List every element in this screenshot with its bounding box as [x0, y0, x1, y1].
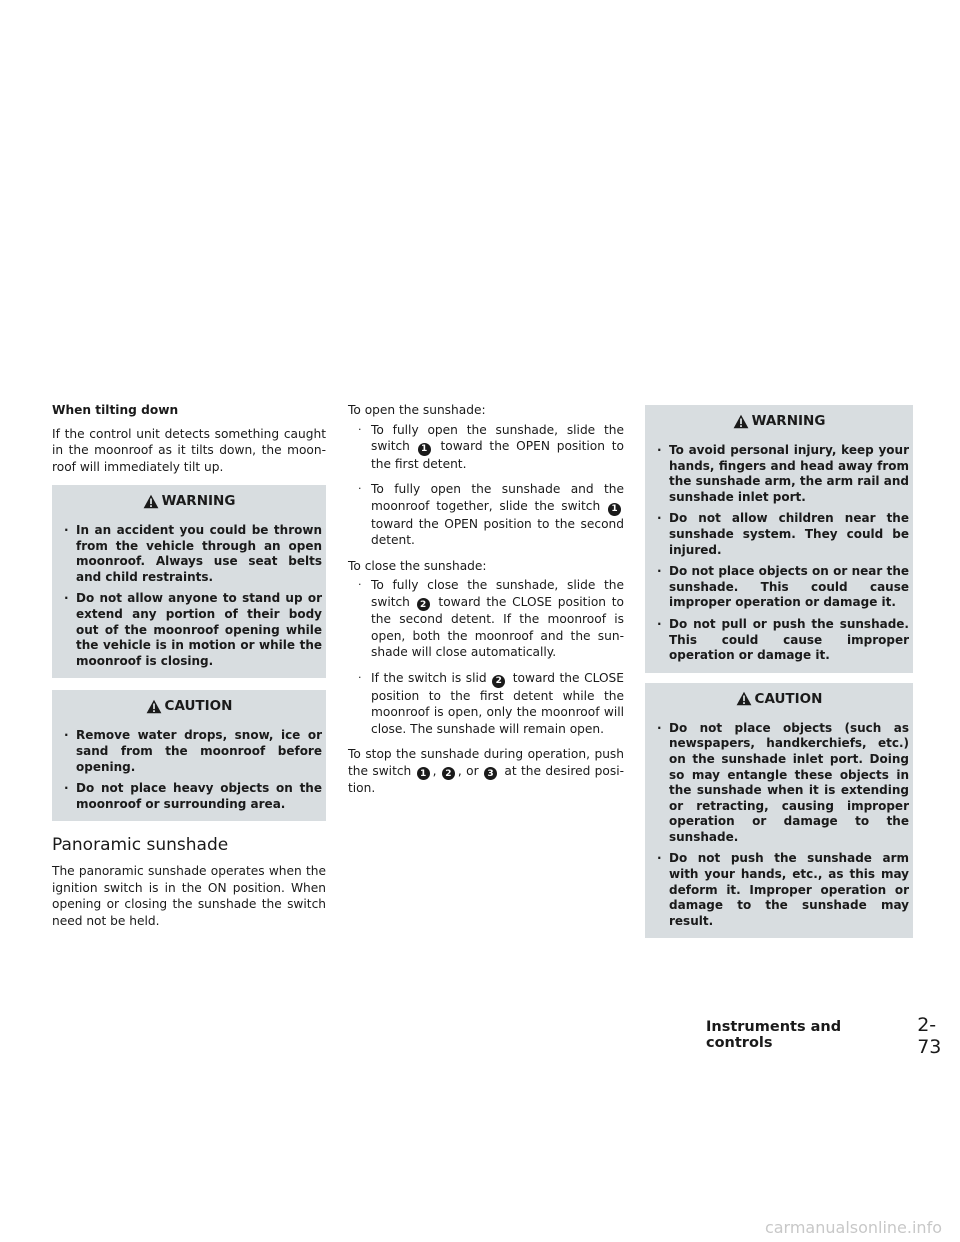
- warning-triangle-icon: [733, 414, 749, 429]
- paragraph-stop-sunshade: To stop the sunshade during operation, push the switch 1 , 2 , or 3 at the desired position.: [348, 747, 625, 796]
- paragraph-tilting-down: If the control unit detects something caught in the moonroof as it tilts down, the moonroof will immediately tilt up.: [52, 426, 326, 474]
- switch-number-badge: 1: [608, 503, 621, 516]
- heading-close-sunshade: To close the sunshade:: [348, 558, 487, 573]
- page-footer: [706, 1014, 960, 1058]
- watermark: carmanualsonline.info: [764, 1218, 942, 1237]
- warning-header: [649, 409, 909, 437]
- list-item: · To fully open the sunshade and the moonroof together, slide the switch 1 toward the OPEN position to the second detent.: [358, 482, 624, 547]
- page-number: 2-73: [917, 1014, 942, 1058]
- paragraph-panoramic-sunshade: The panoramic sunshade operates when the ignition switch is in the ON position. When opening or closing the sunshade the switch need not be held.: [52, 864, 326, 928]
- column-middle: [348, 402, 624, 797]
- list-item: · If the switch is slid 2 toward the CLOSE position to the first detent while the moonroof is open, only the moonroof will close. The sunshade will remain open.: [358, 670, 624, 736]
- caution-box-sunshade: [645, 683, 913, 939]
- warning-header: [56, 489, 322, 517]
- caution-header: [649, 687, 909, 715]
- caution-title: CAUTION: [754, 690, 823, 707]
- switch-number-badge: 3: [484, 767, 497, 780]
- switch-number-badge: 2: [442, 767, 455, 780]
- switch-number-badge: 2: [417, 598, 430, 611]
- warning-triangle-icon: [143, 494, 159, 509]
- caution-triangle-icon: [736, 691, 752, 706]
- caution-box-moonroof: [52, 690, 326, 821]
- switch-number-badge: 1: [418, 443, 431, 456]
- list-item: · To fully close the sunshade, slide the switch 2 toward the CLOSE position to the second detent. If the moonroof is open, both the moonroof and the sunshade will close automatically.: [358, 578, 625, 660]
- warning-title: WARNING: [161, 493, 236, 509]
- warning-item: · Do not pull or push the sunshade. This could cause improper operation or damage it.: [657, 616, 909, 663]
- footer-section-name: Instruments and controls: [706, 1019, 842, 1051]
- warning-title: WARNING: [751, 413, 826, 429]
- warning-box-sunshade: [645, 405, 913, 673]
- switch-number-badge: 2: [492, 675, 505, 688]
- warning-item: · Do not place objects on or near the sunshade. This could cause improper operation or damage it.: [657, 564, 909, 610]
- warning-item: · In an accident you could be thrown from the vehicle through an open moonroof. Always use seat belts and child restraints.: [64, 523, 322, 584]
- caution-triangle-icon: [146, 699, 162, 714]
- section-title-panoramic-sunshade: Panoramic sunshade: [52, 835, 229, 856]
- warning-item: · To avoid personal injury, keep your hands, fingers and head away from the sunshade arm, the arm rail and sunshade inlet port.: [657, 443, 909, 504]
- caution-title: CAUTION: [164, 698, 233, 715]
- caution-item: · Remove water drops, snow, ice or sand from the moonroof before opening.: [64, 728, 322, 774]
- caution-item: · Do not place objects (such as newspapers, handkerchiefs, etc.) on the sunshade inlet port. Doing so may entangle these objects in the sunshade when it is extending or retracting, causing improper operation or damage to the sunshade.: [657, 720, 909, 844]
- caution-header: [56, 694, 322, 722]
- list-item: · To fully open the sunshade, slide the switch 1 toward the OPEN position to the first detent.: [358, 422, 624, 471]
- column-right: [645, 405, 913, 938]
- column-left: [52, 402, 326, 929]
- warning-item: · Do not allow anyone to stand up or extend any portion of their body out of the moonroof opening while the vehicle is in motion or while the moonroof is closing.: [64, 591, 322, 668]
- switch-number-badge: 1: [417, 767, 430, 780]
- caution-item: · Do not place heavy objects on the moonroof or surrounding area.: [64, 781, 322, 811]
- subheading-tilting-down: When tilting down: [52, 403, 179, 417]
- warning-box-moonroof: [52, 485, 326, 678]
- heading-open-sunshade: To open the sunshade:: [348, 403, 486, 417]
- caution-item: · Do not push the sunshade arm with your hands, etc., as this may deform it. Improper operation or damage to the sunshade may result.: [657, 851, 909, 928]
- warning-item: · Do not allow children near the sunshade system. They could be injured.: [657, 511, 909, 557]
